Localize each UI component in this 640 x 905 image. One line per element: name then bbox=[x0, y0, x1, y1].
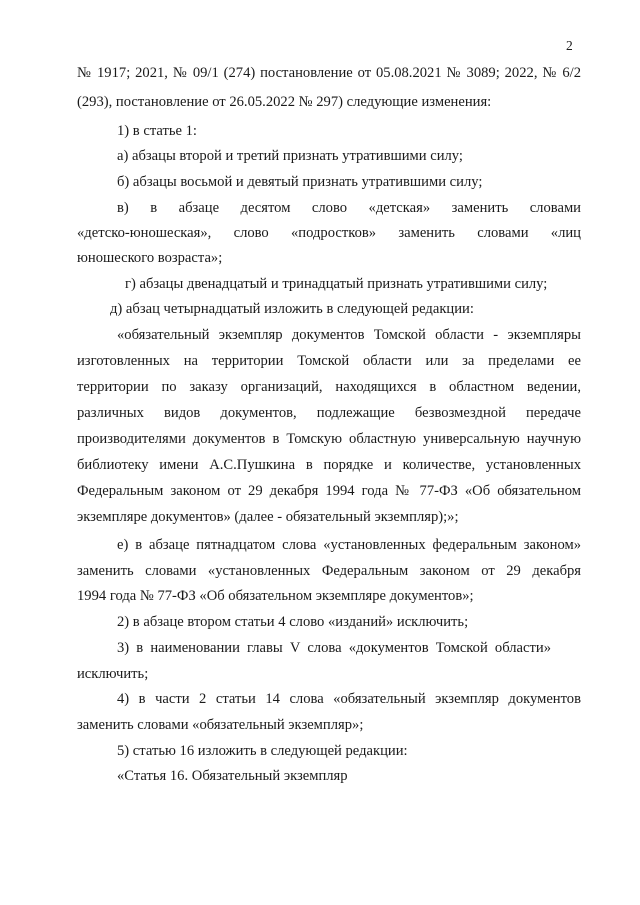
list-item: 5) статью 16 изложить в следующей редакции: bbox=[117, 743, 408, 759]
text-line: б) абзацы восьмой и девятый признать утратившими силу; bbox=[117, 174, 483, 190]
quote-line: библиотеку имени А.С.Пушкина в порядке и количестве, установленных bbox=[77, 457, 581, 473]
quote-line: изготовленных на территории Томской области или за пределами ее bbox=[77, 353, 581, 369]
quote-line: Федеральным законом от 29 декабря 1994 года № 77-ФЗ «Об обязательном bbox=[77, 483, 581, 499]
list-item: 3) в наименовании главы V слова «документов Томской области» bbox=[117, 640, 551, 656]
text-line: исключить; bbox=[77, 666, 149, 682]
text-line: е) в абзаце пятнадцатом слова «установленных федеральным законом» bbox=[117, 537, 581, 553]
quote-line: «обязательный экземпляр документов Томской области - экземпляры bbox=[117, 327, 581, 343]
text-line: заменить словами «установленных Федеральным законом от 29 декабря bbox=[77, 563, 581, 579]
list-item-heading: 1) в статье 1: bbox=[117, 123, 197, 139]
article-heading: «Статья 16. Обязательный экземпляр bbox=[117, 768, 348, 784]
quote-line: территории по заказу организаций, находящихся в областном ведении, bbox=[77, 379, 581, 395]
text-line: д) абзац четырнадцатый изложить в следующей редакции: bbox=[110, 301, 474, 317]
text-line: (293), постановление от 26.05.2022 № 297) следующие изменения: bbox=[77, 94, 492, 110]
quote-line: различных видов документов, подлежащие безвозмездной передаче bbox=[77, 405, 581, 421]
quote-line: экземпляре документов» (далее - обязательный экземпляр);»; bbox=[77, 509, 459, 525]
text-line: № 1917; 2021, № 09/1 (274) постановление от 05.08.2021 № 3089; 2022, № 6/2 bbox=[77, 65, 581, 81]
text-line: юношеского возраста»; bbox=[77, 250, 223, 266]
text-line: а) абзацы второй и третий признать утратившими силу; bbox=[117, 148, 463, 164]
text-line: заменить словами «обязательный экземпляр»; bbox=[77, 717, 364, 733]
text-line: г) абзацы двенадцатый и тринадцатый признать утратившими силу; bbox=[125, 276, 548, 292]
list-item: 2) в абзаце втором статьи 4 слово «изданий» исключить; bbox=[117, 614, 469, 630]
quote-line: производителями документов в Томскую областную универсальную научную bbox=[77, 431, 581, 447]
list-item: 4) в части 2 статьи 14 слова «обязательный экземпляр документов bbox=[117, 691, 581, 707]
text-line: «детско-юношеская», слово «подростков» заменить словами «лиц bbox=[77, 225, 581, 241]
text-line: в) в абзаце десятом слово «детская» заменить словами bbox=[117, 200, 581, 216]
text-line: 1994 года № 77-ФЗ «Об обязательном экземпляре документов»; bbox=[77, 588, 474, 604]
page-number: 2 bbox=[566, 38, 573, 53]
